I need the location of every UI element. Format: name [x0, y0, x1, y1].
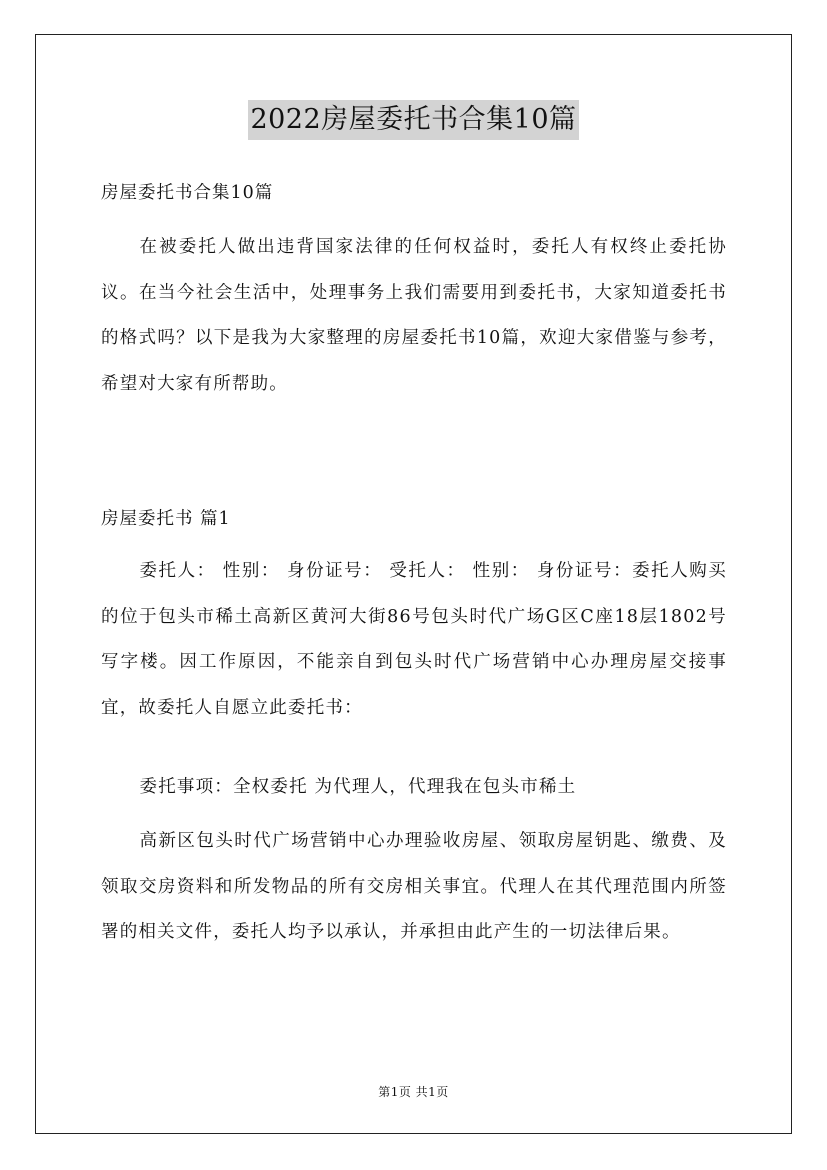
section-paragraph-1: 委托人： 性别： 身份证号： 受托人： 性别： 身份证号：委托人购买的位于包头市稀土高新区黄河大街86号包头时代广场G区C座18层1802号写字楼。因工作原因，不能亲自到包头时代广场营销中心办理房屋交接事宜，故委托人自愿立此委托书： [101, 561, 727, 718]
section-paragraph-3: 高新区包头时代广场营销中心办理验收房屋、领取房屋钥匙、缴费、及领取交房资料和所发物品的所有交房相关事宜。代理人在其代理范围内所签署的相关文件，委托人均予以承认，并承担由此产生的一切法律后果。 [101, 831, 727, 942]
section-paragraph-2: 委托事项：全权委托 为代理人，代理我在包头市稀土 [139, 777, 577, 797]
section-heading: 房屋委托书 篇1 [101, 509, 231, 529]
intro-paragraph: 在被委托人做出违背国家法律的任何权益时，委托人有权终止委托协议。在当今社会生活中，处理事务上我们需要用到委托书，大家知道委托书的格式吗？以下是我为大家整理的房屋委托书10篇，欢迎大家借鉴与参考，希望对大家有所帮助。 [101, 237, 727, 394]
intro-heading: 房屋委托书合集10篇 [101, 183, 274, 203]
title-container [0, 100, 827, 140]
page-number-footer: 第1页 共1页 [378, 1085, 449, 1099]
document-title: 2022房屋委托书合集10篇 [248, 100, 578, 140]
